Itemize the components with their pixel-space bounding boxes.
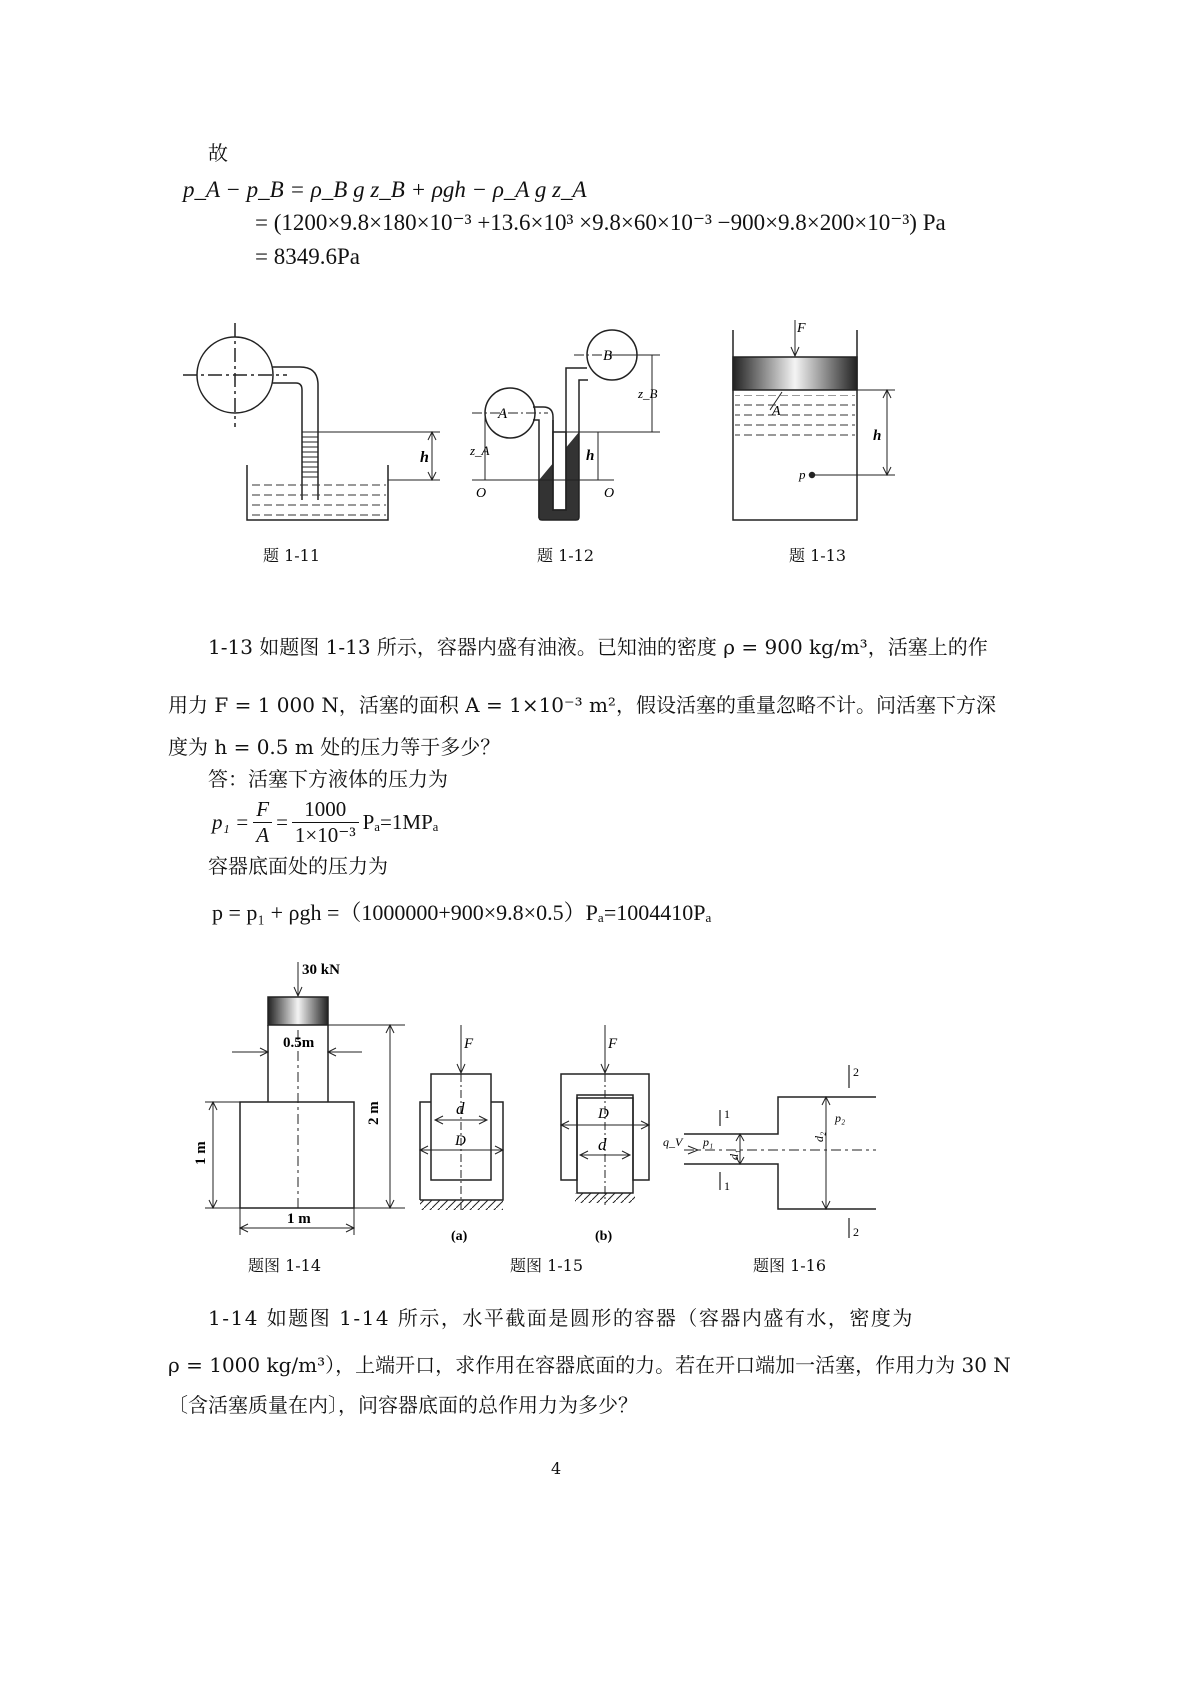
problem-1-14-line-3: 〔含活塞质量在内〕，问容器底面的总作用力为多少？	[168, 1393, 638, 1417]
p1-rhs: Pₐ=1MPₐ	[362, 810, 439, 834]
equation-line-1: p_A − p_B = ρ_B g z_B + ρgh − ρ_A g z_A	[183, 177, 587, 202]
caption-1-15: 题图 1-15	[510, 1256, 584, 1275]
fig16-qV-label: q_V	[663, 1135, 683, 1149]
problem-1-13-line-1: 1-13 如题图 1-13 所示，容器内盛有油液。已知油的密度 ρ = 900 kg/m³，活塞上的作	[208, 635, 988, 659]
answer-intro: 答：活塞下方液体的压力为	[208, 767, 448, 791]
fig13-A-label: A	[772, 404, 781, 419]
fig15b-d-label: d	[598, 1135, 607, 1154]
caption-1-13: 题 1-13	[789, 546, 847, 565]
p1-frac2-numerator: 1000	[292, 797, 359, 823]
fig15b-D-label: D	[598, 1106, 609, 1122]
caption-1-14: 题图 1-14	[248, 1256, 322, 1275]
figure-1-14	[205, 962, 405, 1235]
page-number: 4	[551, 1459, 562, 1478]
caption-1-11: 题 1-11	[263, 546, 321, 565]
p1-fraction-2	[292, 797, 359, 848]
fig13-p-label: p	[799, 467, 806, 482]
equation-p1: p₁ = $\frac{F}{A}$ = $\frac{1000}{\text{1×10⁻³}}$ Pₐ=1MPₐ	[212, 797, 439, 847]
figure-1-12	[472, 330, 660, 520]
fig12-B-label: B	[603, 348, 613, 364]
figure-1-16	[684, 1065, 876, 1238]
p1-fraction-1	[253, 797, 272, 848]
fig14-width-top-label: 0.5m	[283, 1035, 315, 1051]
fig16-sec1-bottom: 1	[724, 1179, 730, 1193]
fig15b-F-label: F	[608, 1036, 618, 1052]
fig15a-d-label: d	[456, 1099, 465, 1118]
intro-word: 故	[208, 141, 228, 165]
fig16-sec2-bottom: 2	[853, 1225, 859, 1239]
fig13-h-label: h	[873, 428, 882, 444]
equation-p: p = p₁ + ρgh =（1000000+900×9.8×0.5）Pₐ=1004410Pₐ	[212, 900, 712, 925]
bottom-pressure-intro: 容器底面处的压力为	[208, 854, 388, 878]
fig15b-label: (b)	[595, 1229, 613, 1244]
fig16-d1-label: d₁	[727, 1149, 741, 1160]
p1-frac1-numerator: F	[253, 797, 272, 823]
fig15a-D-label: D	[455, 1133, 466, 1149]
fig12-zA-label: z_A	[470, 443, 490, 458]
problem-1-14-line-1: 1-14 如题图 1-14 所示，水平截面是圆形的容器（容器内盛有水，密度为	[208, 1306, 914, 1330]
fig16-p1-label: p₁	[703, 1135, 714, 1149]
fig14-height-total-label: 2 m	[366, 1101, 382, 1125]
fig14-height-base-label: 1 m	[193, 1141, 209, 1165]
fig14-width-base-label: 1 m	[287, 1211, 311, 1227]
p1-frac2-denominator: 1×10⁻³	[294, 823, 356, 847]
p1-frac1-denominator: A	[256, 823, 270, 847]
fig12-O-left: O	[476, 486, 487, 501]
problem-1-14-line-2: ρ = 1000 kg/m³），上端开口，求作用在容器底面的力。若在开口端加一活塞，作用力为 30 N	[168, 1353, 1011, 1377]
fig16-d2-label: d₂	[812, 1131, 826, 1142]
fig14-force-label: 30 kN	[302, 962, 340, 978]
fig16-p2-label: p₂	[835, 1111, 846, 1125]
fig15a-label: (a)	[451, 1229, 468, 1244]
fig12-A-label: A	[498, 406, 508, 422]
fig16-sec1-top: 1	[724, 1107, 730, 1121]
equation-line-2: = (1200×9.8×180×10⁻³ +13.6×10³ ×9.8×60×10⁻³ −900×9.8×200×10⁻³) Pa	[255, 210, 946, 235]
problem-1-13-line-3: 度为 h = 0.5 m 处的压力等于多少？	[168, 735, 501, 759]
fig12-h-label: h	[586, 448, 595, 464]
fig12-zB-label: z_B	[638, 386, 658, 401]
fig13-F-label: F	[797, 321, 806, 336]
fig15a-F-label: F	[464, 1036, 474, 1052]
fig12-O-right: O	[604, 486, 615, 501]
caption-1-12: 题 1-12	[537, 546, 595, 565]
problem-1-13-line-2: 用力 F = 1 000 N，活塞的面积 A = 1×10⁻³ m²，假设活塞的重量忽略不计。问活塞下方深	[168, 693, 996, 717]
figure-1-13	[733, 320, 895, 520]
p1-lhs: p₁ =	[212, 810, 250, 834]
caption-1-16: 题图 1-16	[753, 1256, 827, 1275]
equation-line-3: = 8349.6Pa	[255, 244, 360, 269]
fig16-sec2-top: 2	[853, 1065, 859, 1079]
figure-1-11	[183, 323, 440, 520]
fig11-h-label: h	[420, 449, 429, 466]
